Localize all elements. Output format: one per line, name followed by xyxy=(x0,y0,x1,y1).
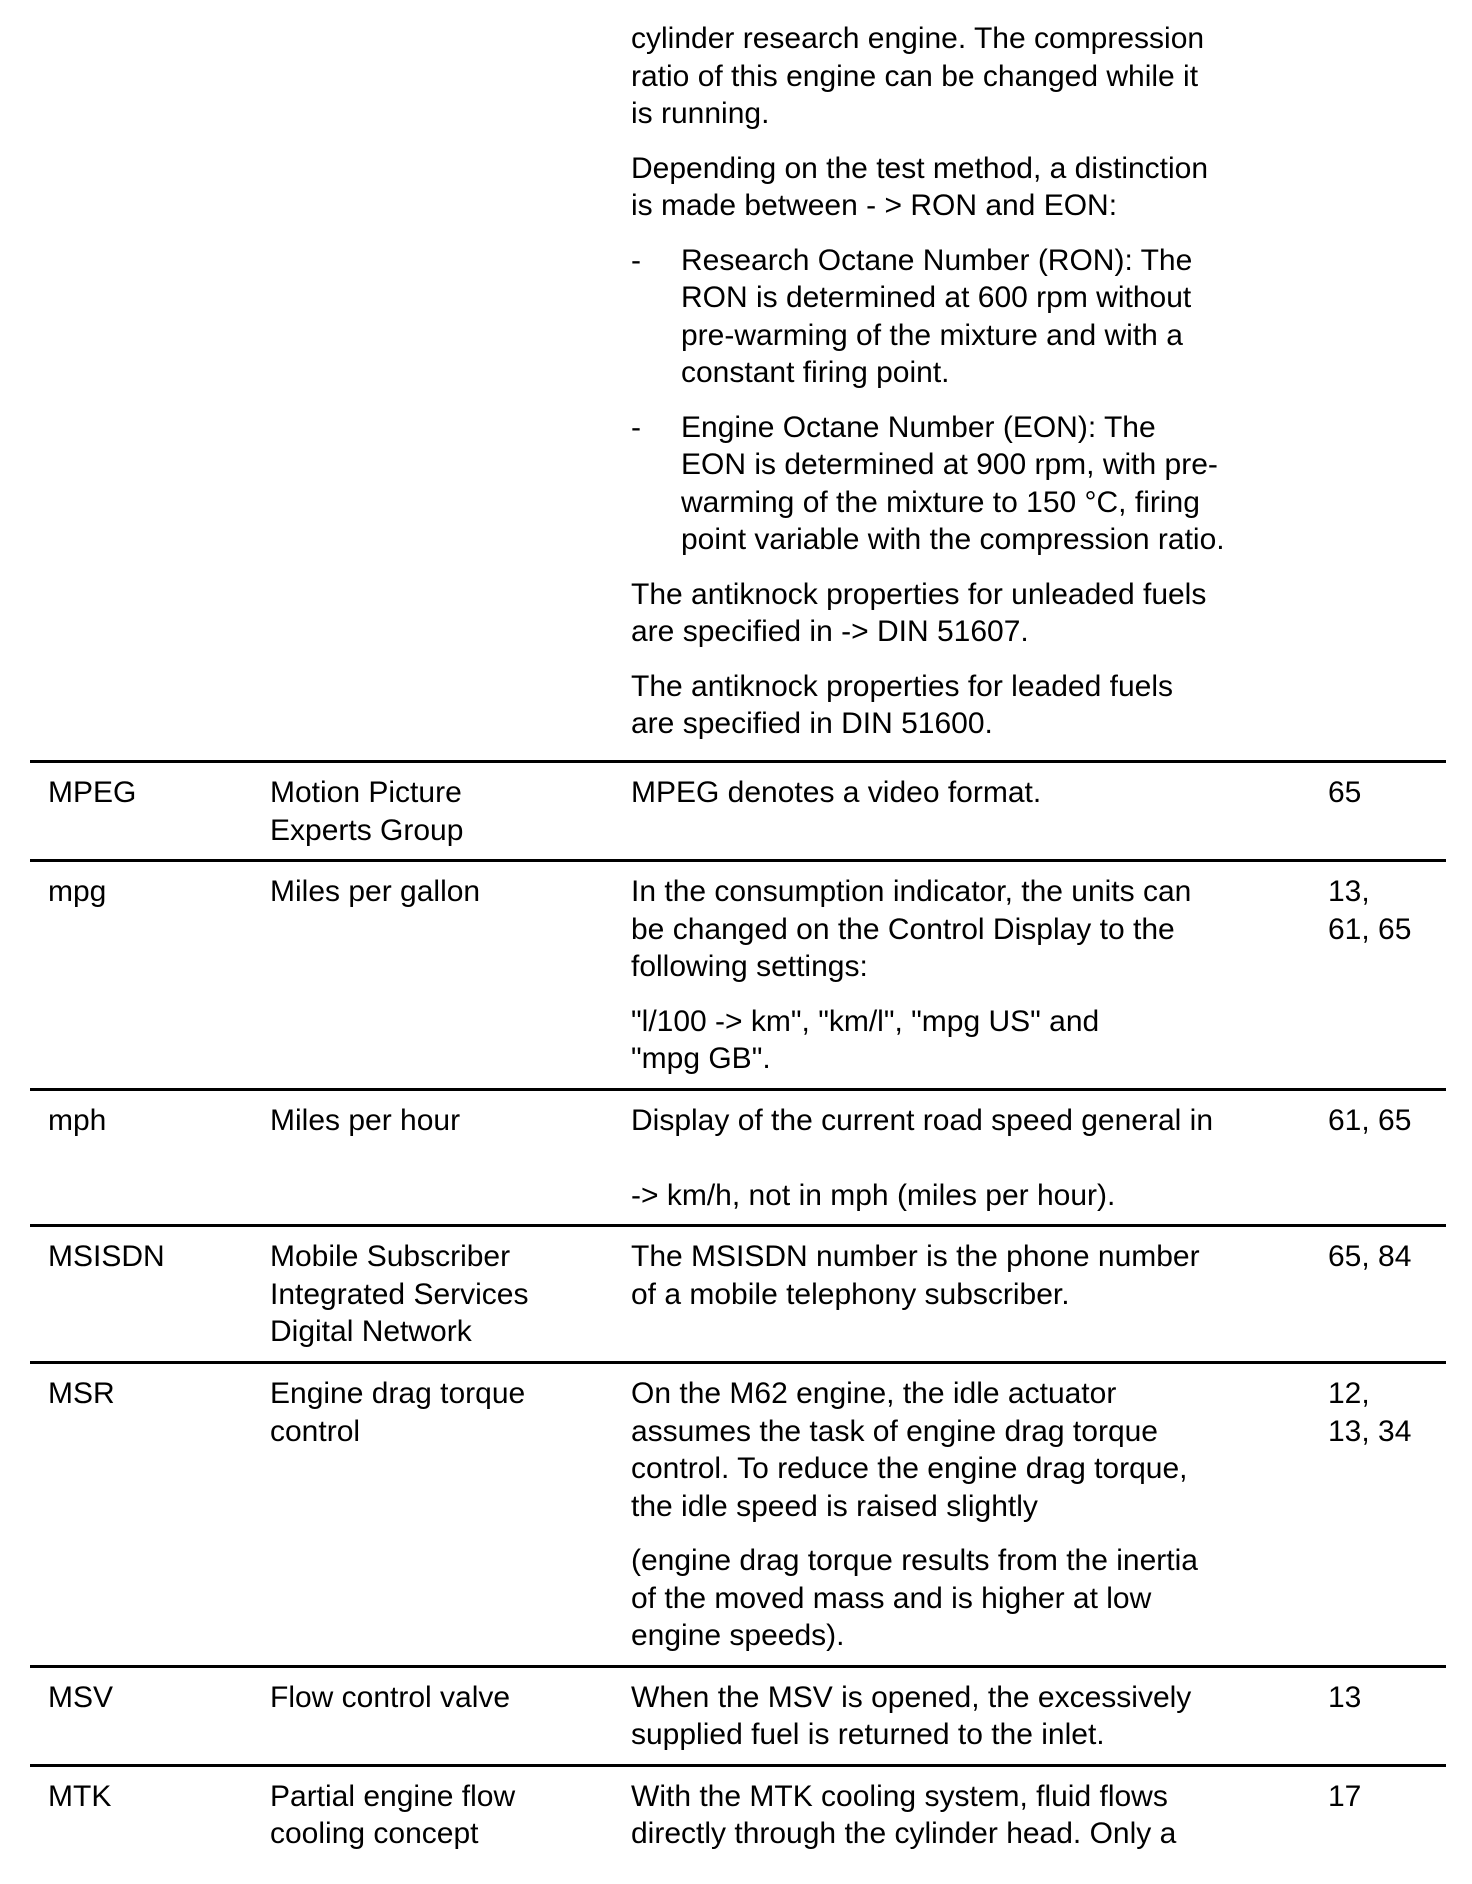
meaning: Engine drag torque control xyxy=(270,1377,526,1448)
bullet-dash: - xyxy=(631,410,641,444)
page-references: 61, 65 xyxy=(1328,1103,1412,1137)
page-references: 13, 61, 65 xyxy=(1328,875,1412,946)
table-row xyxy=(30,1088,1446,1225)
paragraph: MPEG denotes a video format. xyxy=(631,776,1042,809)
paragraph: (engine drag torque results from the inertia of the moved mass and is higher at low engine speeds). xyxy=(631,1544,1198,1652)
table-row xyxy=(30,1764,1446,1884)
description xyxy=(631,1102,1328,1215)
paragraph: cylinder research engine. The compression ratio of this engine can be changed while it is running. xyxy=(631,22,1205,130)
paragraph: The MSISDN number is the phone number of a mobile telephony subscriber. xyxy=(631,1240,1200,1311)
meaning: Miles per hour xyxy=(270,1103,461,1137)
bullet-item xyxy=(631,409,1316,559)
meaning: Partial engine flow cooling concept xyxy=(270,1779,516,1850)
table-row xyxy=(30,1665,1446,1764)
bullet-item xyxy=(631,242,1316,392)
description xyxy=(631,774,1328,849)
bullet-text: Engine Octane Number (EON): The EON is determined at 900 rpm, with pre- warming of the mixture to 150 °C, firing point variable with the compression ratio. xyxy=(681,410,1225,556)
description xyxy=(631,873,1328,1078)
description xyxy=(631,1679,1328,1754)
paragraph: When the MSV is opened, the excessively supplied fuel is returned to the inlet. xyxy=(631,1680,1192,1751)
abbreviation: MPEG xyxy=(48,776,137,809)
table-row xyxy=(30,1361,1446,1665)
abbreviation: MSISDN xyxy=(48,1240,165,1273)
table-row xyxy=(30,760,1446,859)
bullet-dash: - xyxy=(631,243,641,277)
continued-description xyxy=(0,0,1472,760)
paragraph: Display of the current road speed general in -> km/h, not in mph (miles per hour). xyxy=(631,1103,1214,1212)
abbreviation: MSR xyxy=(48,1377,115,1410)
meaning: Miles per gallon xyxy=(270,875,481,908)
description xyxy=(631,1375,1328,1655)
paragraph: The antiknock properties for unleaded fuels are specified in -> DIN 51607. xyxy=(631,577,1207,648)
paragraph: With the MTK cooling system, fluid flows directly through the cylinder head. Only a xyxy=(631,1779,1177,1850)
bullet-text: Research Octane Number (RON): The RON is determined at 600 rpm without pre-warming of the mixture and with a constant firing point. xyxy=(681,243,1193,389)
paragraph: In the consumption indicator, the units can be changed on the Control Display to the following settings: xyxy=(631,875,1192,983)
abbreviation: mpg xyxy=(48,875,107,908)
meaning: Mobile Subscriber Integrated Services Digital Network xyxy=(270,1240,529,1348)
page-references: 13 xyxy=(1328,1680,1362,1714)
page-references: 12, 13, 34 xyxy=(1328,1377,1412,1448)
meaning: Flow control valve xyxy=(270,1680,511,1714)
paragraph: The antiknock properties for leaded fuels are specified in DIN 51600. xyxy=(631,669,1173,740)
description xyxy=(631,1778,1328,1874)
paragraph: Depending on the test method, a distinction is made between - > RON and EON: xyxy=(631,151,1209,222)
description xyxy=(631,1238,1328,1351)
abbreviation: mph xyxy=(48,1103,107,1137)
paragraph: On the M62 engine, the idle actuator assumes the task of engine drag torque control. To reduce the engine drag torque, the idle speed is raised slightly xyxy=(631,1377,1188,1523)
glossary-table xyxy=(0,760,1472,1884)
abbreviation: MTK xyxy=(48,1779,112,1813)
table-row xyxy=(30,1224,1446,1361)
page-references: 65, 84 xyxy=(1328,1240,1412,1273)
meaning: Motion Picture Experts Group xyxy=(270,776,464,847)
paragraph: "l/100 -> km", "km/l", "mpg US" and "mpg GB". xyxy=(631,1004,1100,1075)
table-row xyxy=(30,859,1446,1088)
page-references: 65 xyxy=(1328,776,1362,809)
page-references: 17 xyxy=(1328,1779,1362,1813)
abbreviation: MSV xyxy=(48,1680,114,1714)
